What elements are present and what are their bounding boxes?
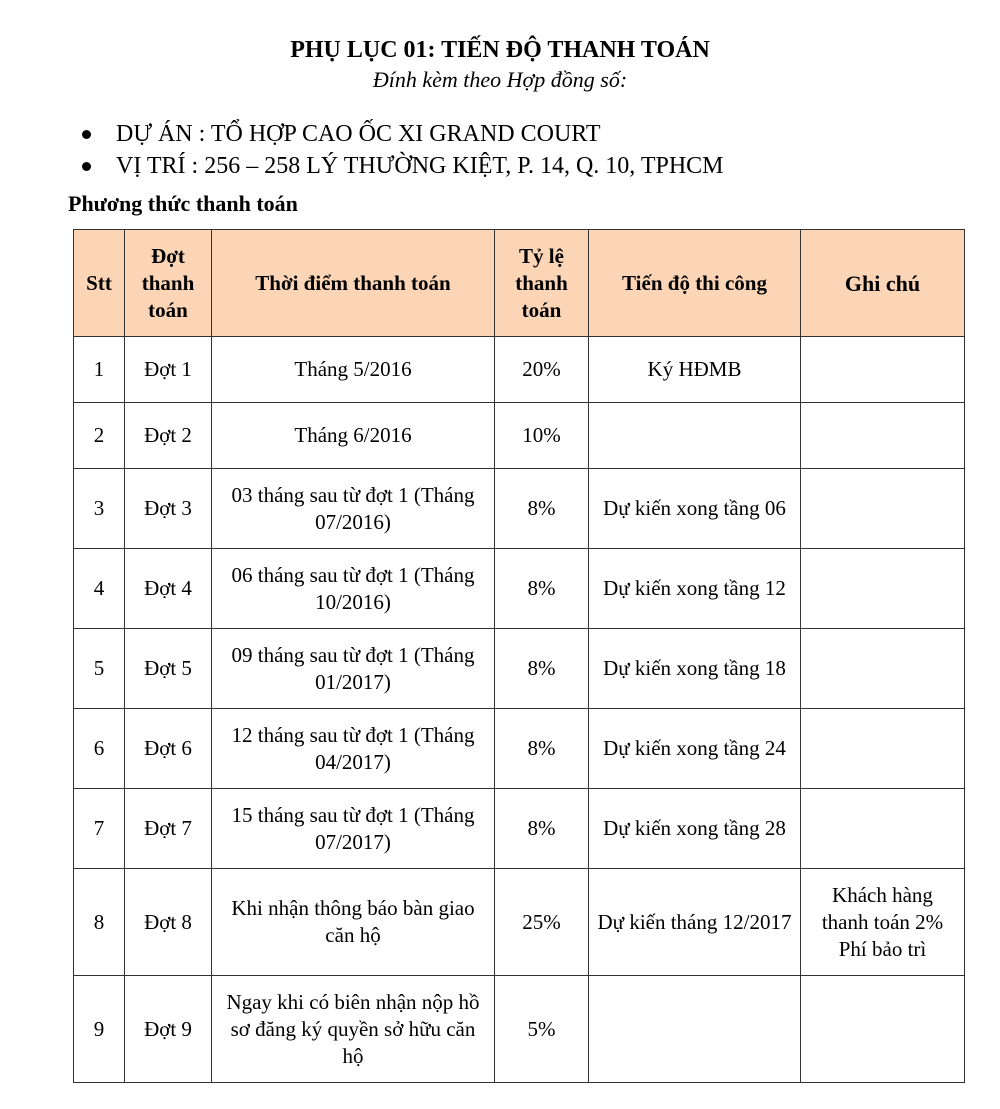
cell-construction-progress: Dự kiến xong tầng 06 (589, 469, 801, 549)
cell-stt: 7 (74, 789, 125, 869)
cell-rate: 25% (495, 869, 589, 976)
cell-stt: 4 (74, 549, 125, 629)
cell-payment-time: Tháng 6/2016 (212, 403, 495, 469)
table-row (74, 403, 965, 469)
cell-rate: 20% (495, 337, 589, 403)
cell-stt: 5 (74, 629, 125, 709)
cell-installment: Đợt 8 (125, 869, 212, 976)
table-row (74, 869, 965, 976)
cell-construction-progress: Dự kiến xong tầng 24 (589, 709, 801, 789)
table-row (74, 469, 965, 549)
column-header-installment: Đợt thanh toán (125, 230, 212, 337)
cell-construction-progress: Dự kiến xong tầng 18 (589, 629, 801, 709)
cell-payment-time: 12 tháng sau từ đợt 1 (Tháng 04/2017) (212, 709, 495, 789)
cell-payment-time: Tháng 5/2016 (212, 337, 495, 403)
cell-rate: 8% (495, 549, 589, 629)
cell-payment-time: 06 tháng sau từ đợt 1 (Tháng 10/2016) (212, 549, 495, 629)
cell-installment: Đợt 2 (125, 403, 212, 469)
cell-installment: Đợt 1 (125, 337, 212, 403)
section-heading: Phương thức thanh toán (68, 191, 298, 216)
cell-stt: 6 (74, 709, 125, 789)
project-name: DỰ ÁN : TỔ HỢP CAO ỐC XI GRAND COURT (116, 121, 601, 147)
table-row (74, 337, 965, 403)
column-header-construction-progress: Tiến độ thi công (589, 230, 801, 337)
cell-construction-progress (589, 403, 801, 469)
column-header-payment-time: Thời điểm thanh toán (212, 230, 495, 337)
cell-installment: Đợt 6 (125, 709, 212, 789)
cell-payment-time: 03 tháng sau từ đợt 1 (Tháng 07/2016) (212, 469, 495, 549)
cell-installment: Đợt 9 (125, 976, 212, 1083)
table-row (74, 709, 965, 789)
bullet-icon (82, 162, 91, 171)
cell-installment: Đợt 3 (125, 469, 212, 549)
cell-stt: 8 (74, 869, 125, 976)
column-header-rate: Tỷ lệ thanh toán (495, 230, 589, 337)
payment-schedule-table (73, 229, 965, 1083)
cell-note (801, 403, 965, 469)
document-subtitle: Đính kèm theo Hợp đồng số: (372, 67, 628, 92)
column-header-stt: Stt (74, 230, 125, 337)
cell-payment-time: 09 tháng sau từ đợt 1 (Tháng 01/2017) (212, 629, 495, 709)
cell-stt: 2 (74, 403, 125, 469)
list-item (0, 118, 724, 150)
cell-note (801, 337, 965, 403)
cell-rate: 8% (495, 709, 589, 789)
column-header-note: Ghi chú (801, 230, 965, 337)
cell-payment-time: Khi nhận thông báo bàn giao căn hộ (212, 869, 495, 976)
cell-note (801, 976, 965, 1083)
cell-construction-progress: Dự kiến xong tầng 12 (589, 549, 801, 629)
cell-stt: 9 (74, 976, 125, 1083)
cell-stt: 1 (74, 337, 125, 403)
table-header-row (74, 230, 965, 337)
cell-payment-time: Ngay khi có biên nhận nộp hồ sơ đăng ký quyền sở hữu căn hộ (212, 976, 495, 1083)
cell-installment: Đợt 4 (125, 549, 212, 629)
cell-rate: 8% (495, 629, 589, 709)
table-row (74, 976, 965, 1083)
cell-construction-progress: Ký HĐMB (589, 337, 801, 403)
table-row (74, 549, 965, 629)
cell-note (801, 469, 965, 549)
cell-rate: 8% (495, 789, 589, 869)
cell-construction-progress (589, 976, 801, 1083)
cell-note (801, 789, 965, 869)
table-row (74, 629, 965, 709)
cell-rate: 10% (495, 403, 589, 469)
cell-note (801, 709, 965, 789)
cell-construction-progress: Dự kiến xong tầng 28 (589, 789, 801, 869)
cell-rate: 5% (495, 976, 589, 1083)
cell-note (801, 629, 965, 709)
document-title: PHỤ LỤC 01: TIẾN ĐỘ THANH TOÁN (290, 37, 710, 63)
project-location: VỊ TRÍ : 256 – 258 LÝ THƯỜNG KIỆT, P. 14, Q. 10, TPHCM (116, 153, 724, 179)
cell-payment-time: 15 tháng sau từ đợt 1 (Tháng 07/2017) (212, 789, 495, 869)
cell-rate: 8% (495, 469, 589, 549)
cell-note (801, 549, 965, 629)
bullet-icon (82, 130, 91, 139)
cell-construction-progress: Dự kiến tháng 12/2017 (589, 869, 801, 976)
cell-installment: Đợt 7 (125, 789, 212, 869)
cell-note: Khách hàng thanh toán 2% Phí bảo trì (801, 869, 965, 976)
table-row (74, 789, 965, 869)
list-item (0, 150, 724, 182)
cell-stt: 3 (74, 469, 125, 549)
cell-installment: Đợt 5 (125, 629, 212, 709)
project-info-list (0, 118, 724, 182)
